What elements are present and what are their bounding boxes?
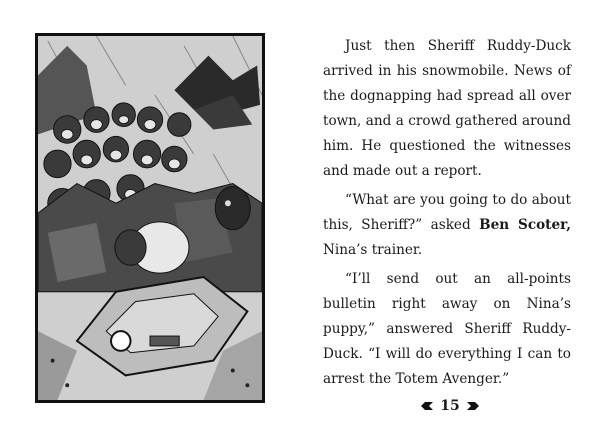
paragraph-2-before: “What are you going to do about this, Sheriff?” asked	[323, 192, 571, 233]
illustration-frame	[35, 33, 265, 403]
crowd-snowmobile-illustration	[38, 36, 262, 400]
paragraph-2	[323, 188, 571, 263]
paw-right-icon	[466, 399, 480, 413]
paragraph-1: Just then Sheriff Ruddy-Duck arrived in his snowmobile. News of the dognapping had spread all over town, and a crowd gathered around him. He questioned the witnesses and made out a report.	[323, 38, 571, 179]
paragraph-3: “I’ll send out an all-points bulletin right away on Nina’s puppy,” answered Sheriff Ruddy-Duck. “I will do everything I can to arrest the Totem Avenger.”	[323, 271, 571, 387]
page-footer	[405, 398, 495, 414]
paw-left-icon	[420, 399, 434, 413]
page-number: 15	[440, 398, 460, 414]
story-text	[323, 34, 571, 396]
paragraph-2-bold-name: Ben Scoter,	[479, 217, 571, 233]
paragraph-2-after: Nina’s trainer.	[323, 242, 423, 258]
